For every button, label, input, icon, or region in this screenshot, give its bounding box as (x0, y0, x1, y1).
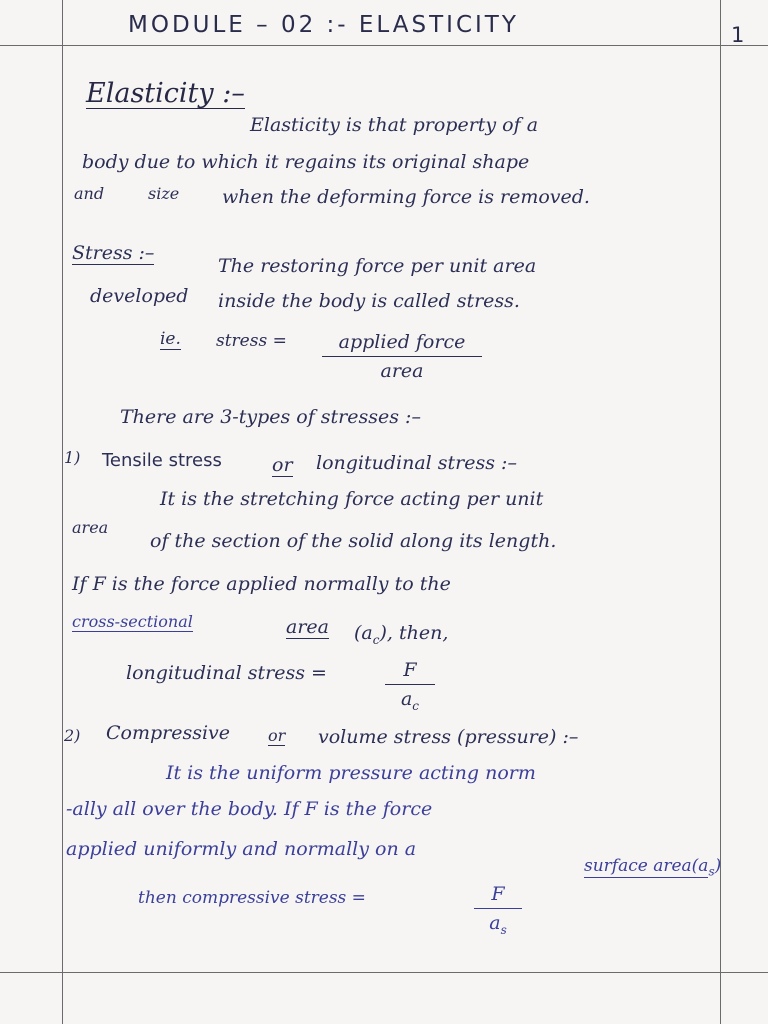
tensile-line-1: It is the stretching force acting per unit (160, 488, 544, 510)
elasticity-line-3-and: and (74, 184, 105, 203)
compressive-heading-or: or (268, 726, 286, 745)
compressive-line-3: applied uniformly and normally on a (66, 838, 417, 860)
stress-line-2: inside the body is called stress. (218, 290, 520, 312)
compressive-line-2: -ally all over the body. If F is the force (66, 798, 433, 820)
tensile-line-3: If F is the force applied normally to the (72, 573, 451, 595)
tensile-marker: 1) (64, 448, 81, 467)
elasticity-line-2: body due to which it regains its original shape (82, 151, 530, 173)
tensile-line-2: of the section of the solid along its length. (150, 530, 557, 552)
compressive-formula-lhs: then compressive stress = (138, 888, 366, 908)
elasticity-line-3-size: size (148, 184, 180, 203)
stress-line-1: The restoring force per unit area (218, 255, 537, 277)
longitudinal-numerator: F (385, 660, 435, 685)
stress-line-2-developed: developed (90, 285, 189, 307)
tensile-heading-or: or (272, 454, 293, 476)
tensile-line-2-area: area (72, 518, 109, 537)
tensile-ac-open: $(a_c)$, then, (354, 622, 449, 647)
longitudinal-fraction (385, 660, 435, 713)
compressive-denominator: $a_s$ (489, 911, 507, 937)
compressive-surface-area: surface $area(a_s)$ (584, 856, 722, 879)
ie-label: ie. (160, 329, 181, 349)
left-margin-rule (62, 0, 63, 1024)
footer-rule (0, 972, 768, 973)
stress-numerator: applied force (322, 332, 482, 357)
compressive-marker: 2) (64, 726, 81, 745)
tensile-cross-sectional: cross-sectional (72, 612, 193, 631)
elasticity-heading: Elasticity :– (86, 78, 245, 109)
longitudinal-formula-lhs: longitudinal stress = (126, 662, 327, 684)
tensile-heading-a: Tensile stress (102, 450, 222, 471)
stress-fraction (322, 332, 482, 382)
tensile-heading-b: longitudinal stress :– (316, 452, 517, 474)
compressive-fraction (474, 884, 522, 937)
compressive-heading-b: volume stress (pressure) :– (318, 726, 579, 748)
compressive-numerator: F (474, 884, 522, 909)
stress-heading: Stress :– (72, 242, 155, 264)
longitudinal-denominator: $a_c$ (400, 687, 420, 713)
header-rule (0, 45, 768, 46)
elasticity-line-1: Elasticity is that property of a (250, 114, 539, 136)
module-title: MODULE – 02 :- ELASTICITY (128, 12, 519, 38)
elasticity-line-3: when the deforming force is removed. (222, 186, 590, 208)
compressive-heading-a: Compressive (106, 722, 231, 744)
page-number: 1 (731, 23, 745, 47)
stress-denominator: area (380, 359, 424, 382)
compressive-line-1: It is the uniform pressure acting norm (166, 762, 536, 784)
stress-formula-lhs: stress = (216, 331, 287, 351)
types-intro: There are 3-types of stresses :– (120, 406, 421, 428)
tensile-area: area (286, 616, 329, 638)
